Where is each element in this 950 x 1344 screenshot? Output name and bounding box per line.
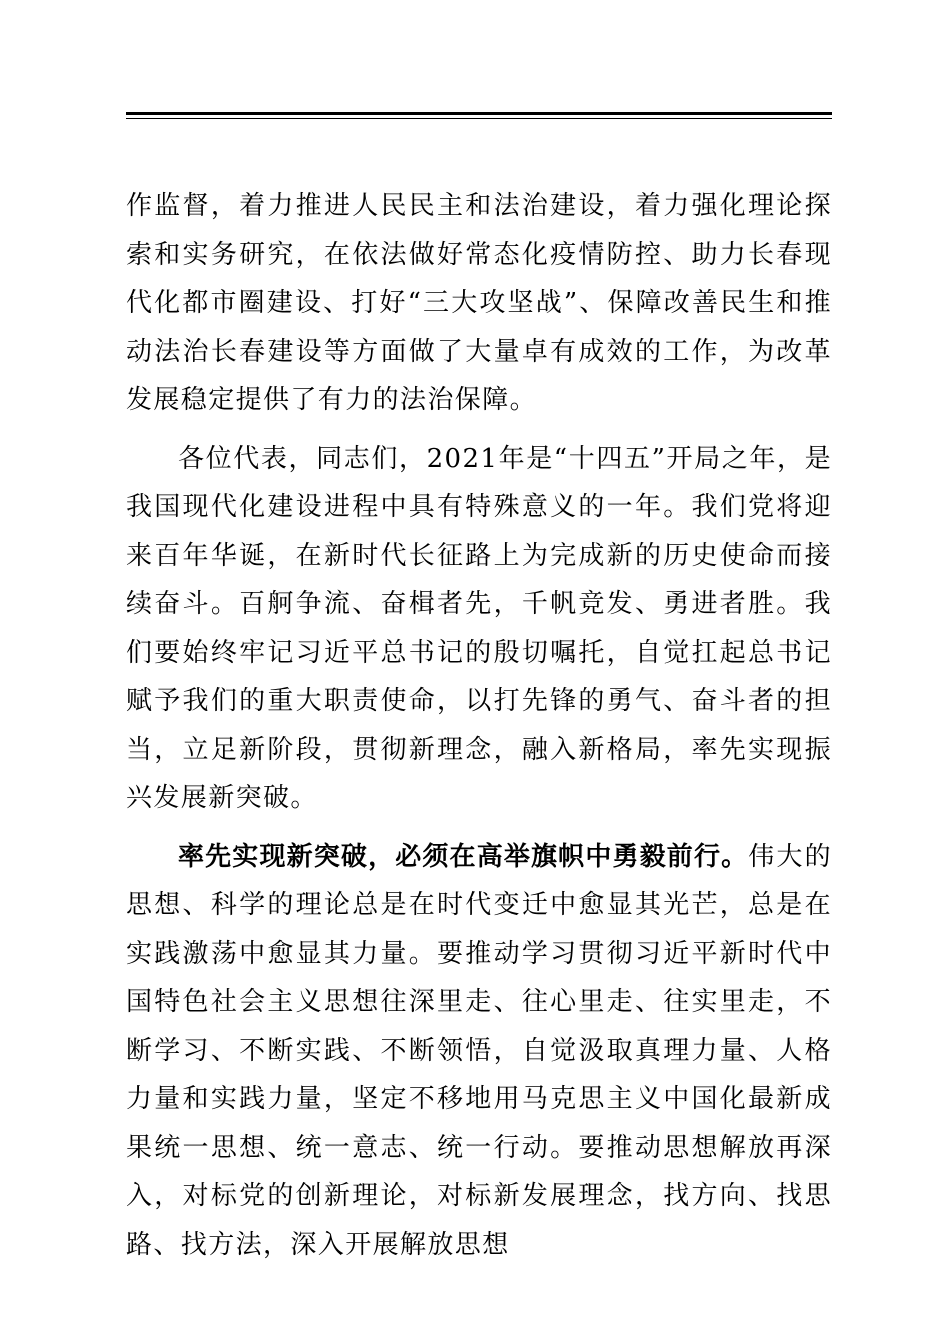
header-rule-thick-line <box>126 112 832 115</box>
paragraph-delegates: 各位代表，同志们，2021年是“十四五”开局之年，是我国现代化建设进程中具有特殊意义的一年。我们党将迎来百年华诞，在新时代长征路上为完成新的历史使命而接续奋斗。百舸争流、奋楫者先，千帆竞发、勇进者胜。我们要始终牢记习近平总书记的殷切嘱托，自觉扛起总书记赋予我们的重大职责使命，以打先锋的勇气、奋斗者的担当，立足新阶段，贯彻新理念，融入新格局，率先实现振兴发展新突破。 <box>126 443 832 813</box>
paragraph-breakthrough-text: 伟大的思想、科学的理论总是在时代变迁中愈显其光芒，总是在实践激荡中愈显其力量。要推动学习贯彻习近平新时代中国特色社会主义思想往深里走、往心里走、往实里走，不断学习、不断实践、不断领悟，自觉汲取真理力量、人格力量和实践力量，坚定不移地用马克思主义中国化最新成果统一思想、统一意志、统一行动。要推动思想解放再深入，对标党的创新理论，对标新发展理念，找方向、找思路、找方法，深入开展解放思想 <box>126 841 832 1260</box>
paragraph-breakthrough <box>126 833 832 1270</box>
header-double-rule <box>126 112 832 122</box>
paragraph-lead-heading: 率先实现新突破，必须在高举旗帜中勇毅前行。 <box>178 841 749 872</box>
header-rule-thin-line <box>126 118 832 119</box>
paragraph-continued: 作监督，着力推进人民民主和法治建设，着力强化理论探索和实务研究，在依法做好常态化疫情防控、助力长春现代化都市圈建设、打好“三大攻坚战”、保障改善民生和推动法治长春建设等方面做了大量卓有成效的工作，为改革发展稳定提供了有力的法治保障。 <box>126 191 832 415</box>
document-body <box>126 182 832 1269</box>
